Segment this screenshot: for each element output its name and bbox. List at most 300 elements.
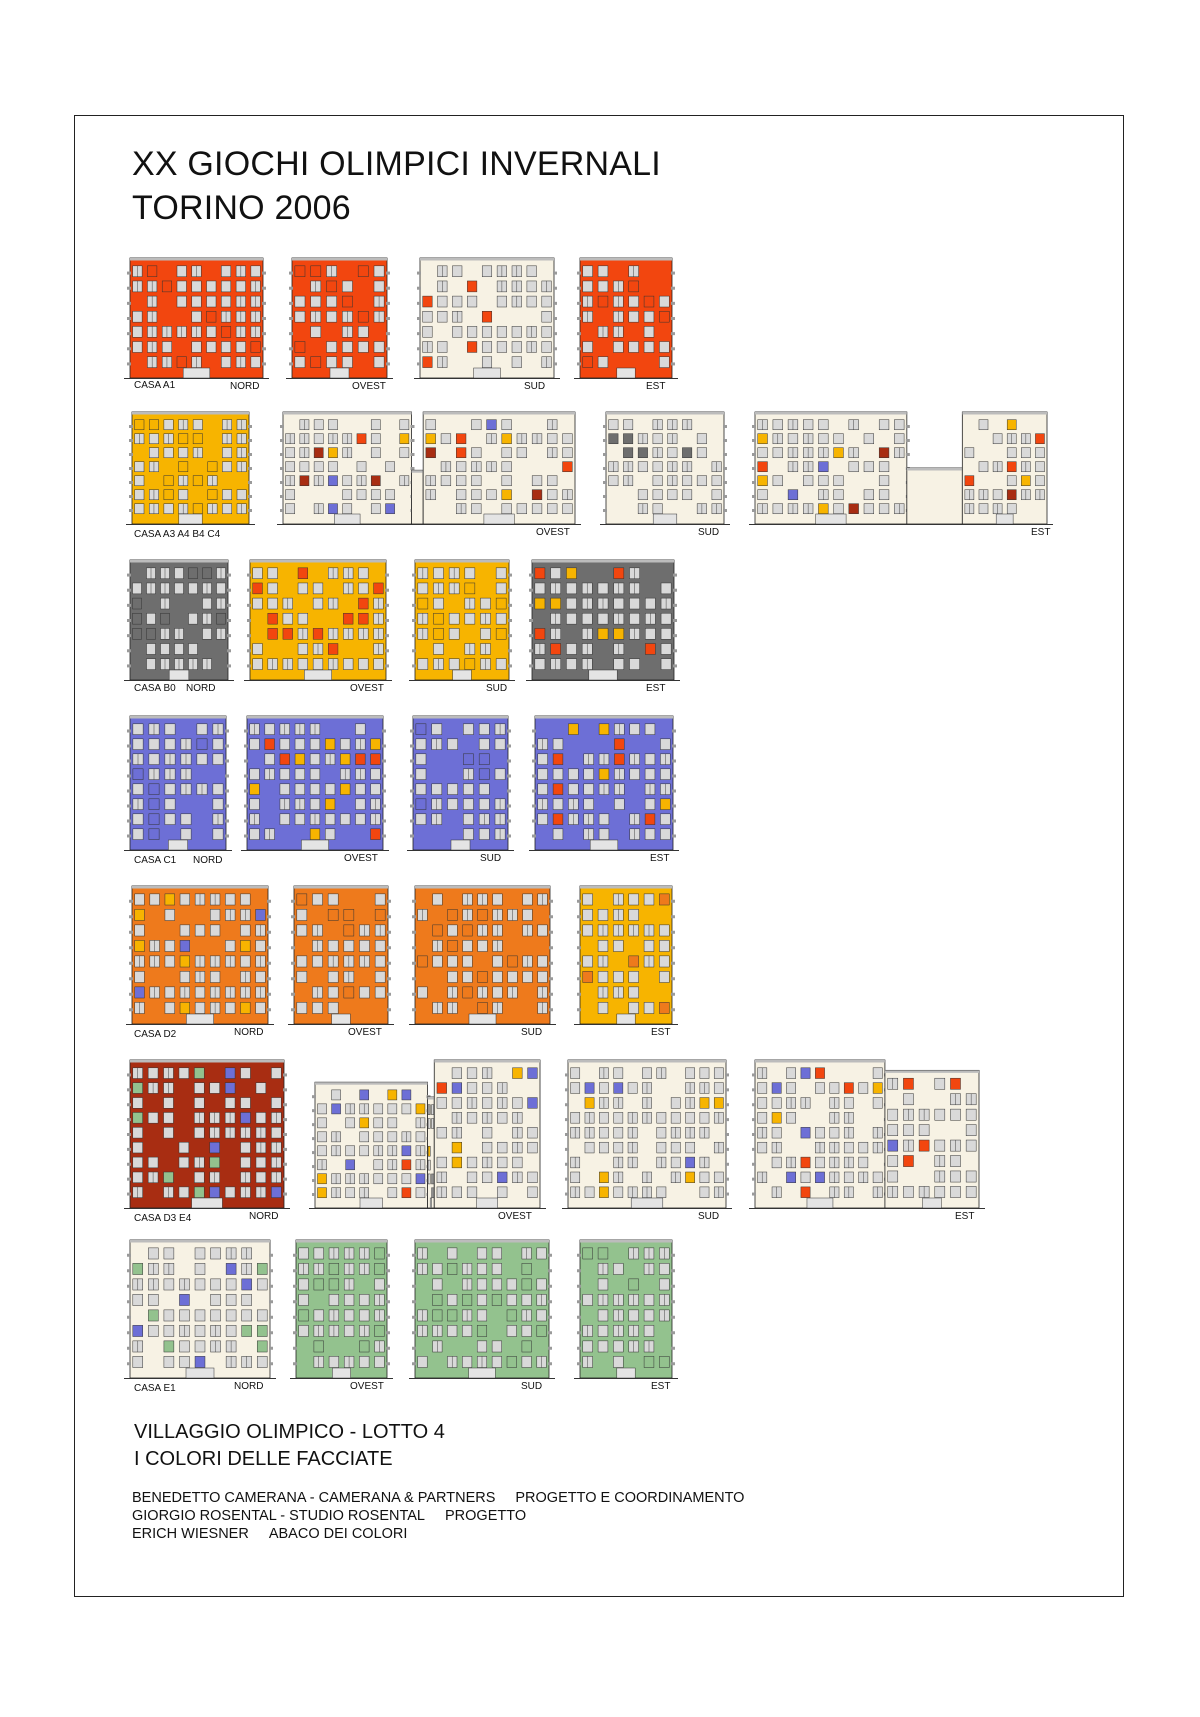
window: [644, 326, 654, 337]
facade-elevation: [755, 412, 1051, 540]
facade-elevation: [296, 1240, 387, 1394]
balcony-right: [723, 439, 727, 442]
roof-parapet: [532, 560, 674, 563]
balcony-left: [532, 805, 536, 808]
balcony-right: [906, 425, 910, 428]
balcony-left: [412, 931, 416, 934]
window: [950, 1186, 960, 1197]
building-mass: [130, 716, 226, 850]
orientation-label: OVEST: [350, 1381, 384, 1392]
roof-parapet: [755, 1060, 885, 1063]
window: [210, 1157, 220, 1168]
window: [426, 434, 436, 444]
window: [447, 1310, 457, 1321]
window: [271, 1127, 281, 1138]
balcony-left: [410, 790, 414, 793]
window: [225, 894, 235, 905]
window: [657, 1127, 666, 1138]
window: [432, 784, 442, 795]
window: [496, 613, 506, 624]
window: [879, 448, 889, 458]
window: [583, 281, 593, 292]
balcony-right: [410, 467, 414, 470]
window: [535, 659, 545, 670]
window: [471, 420, 481, 430]
window: [772, 1083, 781, 1094]
window: [374, 583, 384, 594]
window: [522, 1279, 532, 1290]
window: [659, 940, 669, 951]
window: [487, 490, 497, 500]
window: [630, 613, 640, 624]
window: [513, 1157, 523, 1168]
facade-row-casa-d3-e4: [0, 1060, 1200, 1228]
window: [497, 296, 507, 307]
roof-parapet: [428, 1097, 435, 1100]
window: [447, 1248, 457, 1259]
window: [467, 1068, 477, 1079]
window: [195, 1002, 205, 1013]
balcony-right: [382, 775, 386, 778]
window: [135, 987, 145, 998]
window: [179, 434, 188, 444]
window: [164, 448, 173, 458]
balcony-left: [280, 495, 284, 498]
window: [164, 420, 173, 430]
window: [297, 956, 307, 967]
facade-elevation: [130, 258, 263, 394]
window: [195, 1310, 205, 1321]
window: [329, 1356, 339, 1367]
window: [195, 1341, 205, 1352]
window: [164, 1248, 174, 1259]
balcony-right: [262, 272, 266, 275]
window: [312, 894, 322, 905]
balcony-right: [227, 634, 231, 637]
window: [195, 1279, 205, 1290]
window: [449, 659, 459, 670]
window: [493, 971, 503, 982]
window: [327, 342, 337, 353]
window: [360, 1090, 369, 1100]
window: [265, 754, 275, 765]
window: [437, 1083, 447, 1094]
balcony-right: [672, 730, 676, 733]
balcony-left: [129, 977, 133, 980]
window: [374, 1132, 383, 1142]
balcony-right: [225, 775, 229, 778]
window: [456, 490, 466, 500]
facade-row-casa-d2: [0, 886, 1200, 1044]
window: [207, 342, 216, 353]
window: [426, 420, 436, 430]
balcony-right: [725, 1118, 729, 1121]
balcony-left: [577, 347, 581, 350]
window: [295, 814, 305, 825]
window: [614, 1068, 623, 1079]
balcony-left: [529, 574, 533, 577]
balcony-left: [603, 439, 607, 442]
window: [448, 784, 458, 795]
window: [342, 296, 352, 307]
window: [344, 909, 354, 920]
window: [213, 754, 223, 765]
facade-drawing: [315, 1060, 540, 1208]
window: [482, 326, 492, 337]
roof-parapet: [580, 1240, 672, 1243]
balcony-right: [227, 649, 231, 652]
window: [879, 420, 889, 430]
window: [671, 1098, 680, 1109]
window: [400, 448, 409, 458]
window: [507, 1294, 517, 1305]
balcony-right: [269, 1331, 273, 1334]
window: [598, 1248, 608, 1259]
ground-line: [290, 1378, 393, 1379]
window: [818, 476, 828, 486]
window: [644, 1002, 654, 1013]
balcony-left: [532, 730, 536, 733]
window: [340, 739, 350, 750]
window: [467, 326, 477, 337]
window: [496, 628, 506, 639]
row-caption: CASA A1: [134, 380, 176, 391]
balcony-right: [269, 1285, 273, 1288]
balcony-left: [532, 745, 536, 748]
window: [433, 925, 443, 936]
balcony-left: [244, 775, 248, 778]
roof-parapet: [434, 1060, 540, 1063]
window: [448, 799, 458, 810]
orientation-label: SUD: [521, 1381, 543, 1392]
window: [815, 1083, 824, 1094]
window: [538, 925, 548, 936]
window: [584, 784, 594, 795]
facade-elevation: [415, 1240, 549, 1394]
facade-drawing: [420, 258, 554, 378]
window: [671, 1112, 680, 1123]
balcony-right: [386, 1347, 390, 1350]
balcony-left: [291, 915, 295, 918]
window: [313, 583, 323, 594]
window: [310, 784, 320, 795]
window: [685, 1142, 694, 1153]
balcony-right: [262, 332, 266, 335]
window: [463, 987, 473, 998]
window: [298, 583, 308, 594]
window: [180, 956, 190, 967]
balcony-left: [312, 1095, 316, 1098]
window: [864, 504, 874, 514]
window: [197, 724, 207, 735]
sheet-subtitle: [134, 1419, 445, 1473]
balcony-left: [291, 1008, 295, 1011]
balcony-left: [127, 1347, 131, 1350]
facade-elevation: [132, 886, 268, 1040]
window: [329, 1294, 339, 1305]
window: [477, 1279, 487, 1290]
window: [685, 1112, 694, 1123]
balcony-left: [577, 900, 581, 903]
window: [359, 1294, 369, 1305]
ground-line: [309, 1208, 546, 1209]
window: [133, 1325, 143, 1336]
window: [300, 462, 309, 472]
balcony-right: [671, 900, 675, 903]
balcony-left: [532, 835, 536, 838]
window: [343, 659, 353, 670]
window: [418, 598, 428, 609]
balcony-left: [127, 820, 131, 823]
balcony-left: [291, 962, 295, 965]
window: [165, 814, 175, 825]
window: [700, 1112, 709, 1123]
window: [629, 311, 639, 322]
ground-line: [286, 378, 393, 379]
window: [599, 1127, 608, 1138]
orientation-label: EST: [651, 1381, 671, 1392]
window: [479, 799, 489, 810]
window: [250, 799, 260, 810]
window: [388, 1090, 397, 1100]
window: [668, 448, 677, 458]
window: [818, 420, 828, 430]
window: [758, 1142, 767, 1153]
window: [659, 956, 669, 967]
window: [903, 1186, 913, 1197]
window: [599, 724, 609, 735]
window: [609, 420, 618, 430]
window: [834, 504, 844, 514]
window: [532, 476, 542, 486]
window: [535, 568, 545, 579]
balcony-left: [127, 1148, 131, 1151]
window: [418, 1356, 428, 1367]
balcony-left: [577, 1347, 581, 1350]
ground-line: [529, 850, 679, 851]
window: [660, 829, 670, 840]
window: [428, 1174, 430, 1184]
balcony-left: [752, 1103, 756, 1106]
window: [271, 1098, 281, 1109]
window: [547, 476, 557, 486]
facade-drawing: [535, 716, 673, 850]
window: [507, 1310, 517, 1321]
window: [438, 311, 448, 322]
window: [179, 1142, 189, 1153]
facade-drawing: [130, 716, 226, 850]
window: [374, 281, 384, 292]
window: [463, 724, 473, 735]
window: [192, 281, 201, 292]
balcony-left: [577, 362, 581, 365]
window: [467, 1112, 477, 1123]
window: [585, 1187, 594, 1198]
window: [133, 342, 142, 353]
window: [598, 266, 608, 277]
balcony-right: [267, 977, 271, 980]
window: [165, 909, 175, 920]
window: [630, 659, 640, 670]
window: [542, 311, 552, 322]
balcony-right: [262, 317, 266, 320]
window: [179, 1356, 189, 1367]
window: [210, 971, 220, 982]
balcony-left: [127, 347, 131, 350]
window: [888, 1171, 898, 1182]
window: [623, 420, 632, 430]
window: [571, 1112, 580, 1123]
window: [551, 568, 561, 579]
window: [295, 784, 305, 795]
window: [659, 311, 669, 322]
balcony-left: [289, 317, 293, 320]
window: [682, 476, 691, 486]
window: [133, 1098, 143, 1109]
window: [614, 1142, 623, 1153]
balcony-left: [412, 993, 416, 996]
window: [221, 266, 230, 277]
facade-elevation: [130, 1240, 270, 1394]
entrance-door: [996, 514, 1013, 524]
window: [772, 1098, 781, 1109]
window: [496, 568, 506, 579]
balcony-right: [385, 664, 389, 667]
facade-elevation: [420, 258, 554, 394]
ground-line: [124, 850, 232, 851]
window: [697, 476, 706, 486]
roof-parapet: [247, 716, 383, 719]
window: [598, 940, 608, 951]
window: [644, 311, 654, 322]
facade-drawing: [294, 886, 388, 1024]
window: [522, 1294, 532, 1305]
window: [165, 940, 175, 951]
balcony-left: [577, 993, 581, 996]
window: [265, 724, 275, 735]
facade-elevation: [580, 1240, 672, 1394]
window: [192, 342, 201, 353]
window: [217, 583, 226, 594]
window: [497, 1112, 507, 1123]
roof-parapet: [962, 412, 1047, 415]
balcony-left: [752, 509, 756, 512]
credit-role: PROGETTO E COORDINAMENTO: [515, 1490, 745, 1506]
balcony-right: [725, 1073, 729, 1076]
balcony-right: [283, 1193, 287, 1196]
window: [599, 1142, 608, 1153]
balcony-right: [549, 900, 553, 903]
balcony-right: [723, 481, 727, 484]
window: [571, 1083, 580, 1094]
window: [343, 490, 352, 500]
balcony-right: [386, 1331, 390, 1334]
window: [830, 1083, 839, 1094]
window: [164, 1098, 174, 1109]
window: [448, 971, 458, 982]
window: [644, 894, 654, 905]
balcony-right: [225, 790, 229, 793]
credit-line: [132, 1525, 744, 1543]
window: [416, 724, 426, 735]
window: [879, 476, 889, 486]
window: [463, 784, 473, 795]
window: [280, 769, 290, 780]
window: [268, 568, 278, 579]
window: [566, 659, 576, 670]
window: [935, 1186, 945, 1197]
window: [295, 357, 305, 368]
balcony-right: [508, 619, 512, 622]
ground-line: [277, 524, 581, 525]
window: [371, 829, 381, 840]
balcony-left: [577, 1331, 581, 1334]
window: [463, 925, 473, 936]
window: [492, 1294, 502, 1305]
window: [179, 1187, 189, 1198]
balcony-right: [385, 589, 389, 592]
window: [374, 1174, 383, 1184]
window: [471, 448, 481, 458]
window: [177, 266, 186, 277]
balcony-right: [387, 993, 391, 996]
window: [423, 311, 433, 322]
window: [346, 1188, 355, 1198]
window: [240, 940, 250, 951]
balcony-left: [412, 649, 416, 652]
entrance-door: [330, 368, 349, 378]
facade-elevation: [283, 412, 575, 540]
window: [207, 281, 216, 292]
balcony-right: [382, 820, 386, 823]
balcony-left: [412, 634, 416, 637]
balcony-right: [386, 317, 390, 320]
window: [471, 490, 481, 500]
window: [193, 434, 202, 444]
orientation-label: SUD: [480, 853, 502, 864]
building-mass: [413, 716, 508, 850]
window: [164, 504, 173, 514]
window: [221, 296, 230, 307]
orientation-label: SUD: [698, 1211, 720, 1222]
balcony-right: [269, 1347, 273, 1350]
entrance-door: [477, 1198, 498, 1208]
balcony-right: [549, 993, 553, 996]
window: [700, 1172, 709, 1183]
window: [700, 1187, 709, 1198]
window: [538, 769, 548, 780]
balcony-left: [129, 1008, 133, 1011]
window: [197, 754, 207, 765]
window: [786, 1112, 795, 1123]
window: [563, 462, 573, 472]
window: [859, 1083, 868, 1094]
balcony-left: [565, 1103, 569, 1106]
window: [888, 1140, 898, 1151]
window: [344, 1294, 354, 1305]
balcony-right: [723, 467, 727, 470]
window: [257, 1279, 267, 1290]
window: [772, 1127, 781, 1138]
entrance-door: [334, 514, 360, 524]
facade-elevation: [250, 560, 386, 696]
window: [583, 266, 593, 277]
window: [147, 659, 156, 670]
window: [371, 769, 381, 780]
window: [357, 434, 366, 444]
window: [312, 956, 322, 967]
facade-row-casa-b0: [0, 560, 1200, 700]
